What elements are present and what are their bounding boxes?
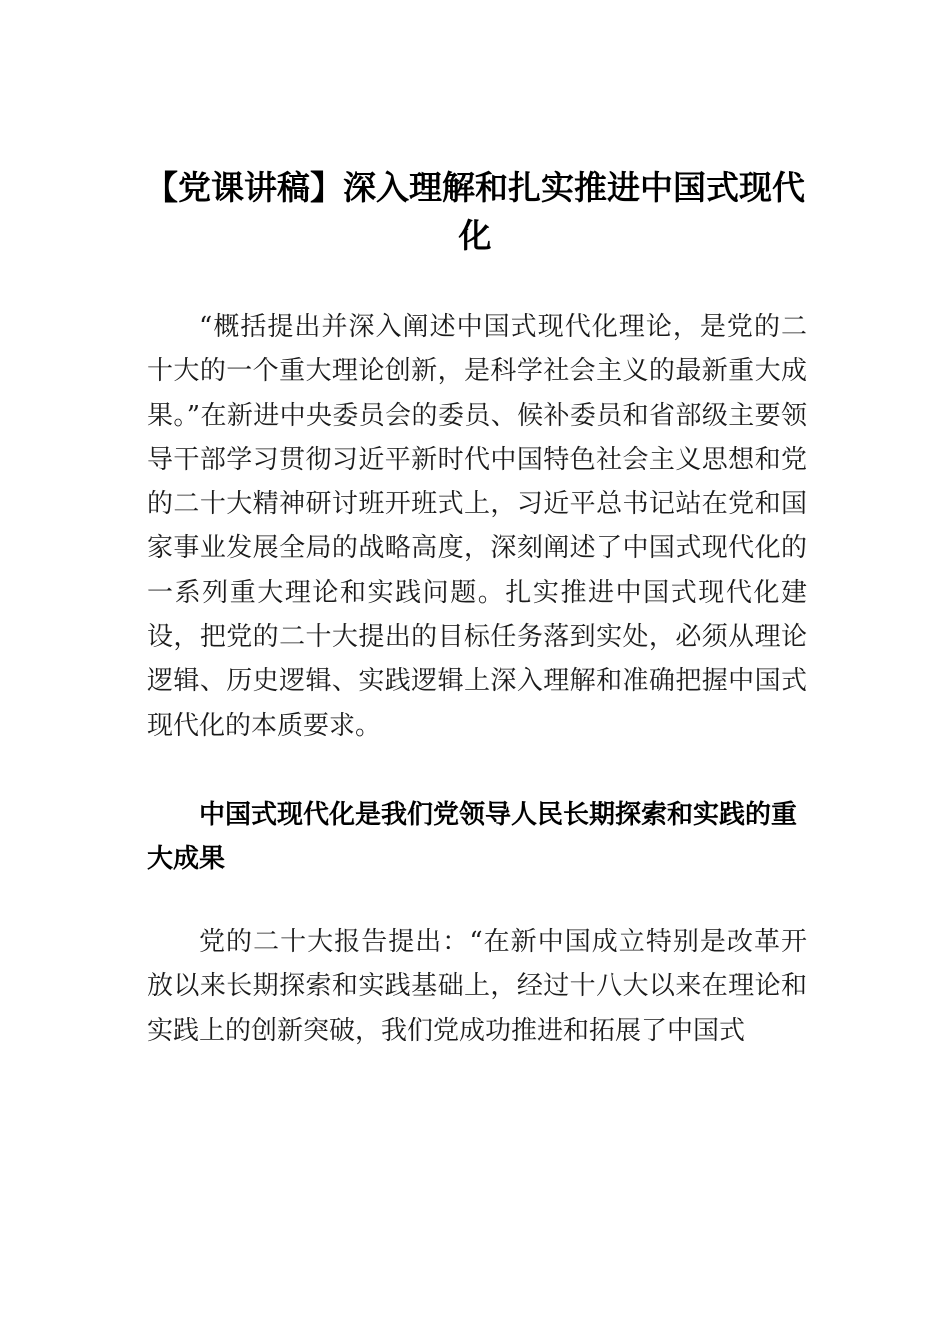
body-paragraph: 党的二十大报告提出：“在新中国成立特别是改革开放以来长期探索和实践基础上，经过十八大以来在理论和实践上的创新突破，我们党成功推进和拓展了中国式: [147, 927, 807, 1046]
body-paragraph: “概括提出并深入阐述中国式现代化理论，是党的二十大的一个重大理论创新，是科学社会主义的最新重大成果。”在新进中央委员会的委员、候补委员和省部级主要领导干部学习贯彻习近平新时代中国特色社会主义思想和党的二十大精神研讨班开班式上，习近平总书记站在党和国家事业发展全局的战略高度，深刻阐述了中国式现代化的一系列重大理论和实践问题。扎实推进中国式现代化建设，把党的二十大提出的目标任务落到实处，必须从理论逻辑、历史逻辑、实践逻辑上深入理解和准确把握中国式现代化的本质要求。: [147, 312, 807, 741]
section-heading: 中国式现代化是我们党领导人民长期探索和实践的重大成果: [147, 800, 798, 874]
document-title: 【党课讲稿】深入理解和扎实推进中国式现代化: [145, 168, 805, 255]
